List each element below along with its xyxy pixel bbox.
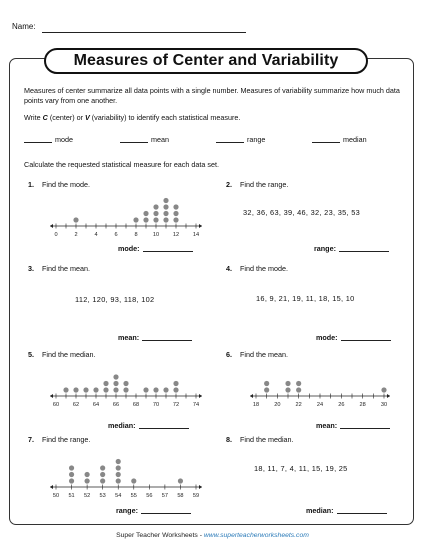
answer-7[interactable] [116,506,191,515]
problem-number: 7. [28,435,34,444]
tick-label: 54 [115,493,122,499]
line-plot-6 [250,360,395,406]
problem-prompt: Find the median. [240,435,294,444]
tick-label: 68 [132,402,140,408]
data-dot [264,381,269,386]
data-set: 16, 9, 21, 19, 11, 18, 15, 10 [256,294,355,303]
arrow-left-icon [250,394,253,398]
data-dot [69,472,74,477]
arrow-right-icon [199,224,202,228]
data-dot [85,478,90,483]
tick-label: 51 [68,493,75,499]
write-mid2: (variability) to identify each statistical measure. [89,113,241,122]
data-dot [113,381,118,386]
data-dot [143,387,148,392]
intro-paragraph: Measures of center summarize all data points with a single number. Measures of variability summarize how much data points vary from one another. [24,86,400,105]
tick-label: 2 [74,232,78,238]
write-instruction [24,113,240,122]
data-dot [153,387,158,392]
problem-prompt: Find the mode. [42,180,90,189]
data-dot [264,387,269,392]
tick-label: 24 [316,402,324,408]
answer-5[interactable] [108,421,189,430]
measure-blank-range[interactable] [216,135,265,144]
measure-blank-mode[interactable] [24,135,73,144]
answer-6[interactable] [316,421,390,430]
tick-label: 12 [172,232,180,238]
data-dot [173,217,178,222]
data-dot [163,211,168,216]
arrow-left-icon [50,224,53,228]
center-letter: C [42,113,48,122]
data-dot [153,211,158,216]
data-dot [153,204,158,209]
arrow-left-icon [50,485,53,489]
tick-label: 0 [54,232,58,238]
measure-label: mean [151,135,169,144]
tick-label: 14 [192,232,200,238]
tick-label: 53 [99,493,106,499]
data-dot [116,472,121,477]
tick-label: 74 [192,402,200,408]
data-dot [63,387,68,392]
answer-8[interactable] [306,506,387,515]
name-field-line[interactable] [42,32,246,33]
tick-label: 59 [192,493,200,499]
footer-url[interactable]: www.superteacherworksheets.com [203,532,309,539]
problem-prompt: Find the median. [42,350,96,359]
tick-label: 30 [380,402,388,408]
answer-label: mean: [118,333,140,342]
answer-1[interactable] [118,244,193,253]
data-dot [83,387,88,392]
problem-prompt: Find the range. [42,435,91,444]
problem-number: 1. [28,180,34,189]
data-dot [163,198,168,203]
tick-label: 57 [161,493,169,499]
data-dot [100,478,105,483]
calc-instruction: Calculate the requested statistical measure for each data set. [24,160,219,169]
data-dot [73,217,78,222]
tick-label: 62 [72,402,80,408]
data-dot [178,478,183,483]
data-dot [73,387,78,392]
line-plot-7 [50,447,210,497]
answer-label: range: [116,506,138,515]
measure-blank-mean[interactable] [120,135,169,144]
data-dot [163,204,168,209]
measure-blank-median[interactable] [312,135,367,144]
answer-label: mode: [316,333,338,342]
tick-label: 56 [146,493,153,499]
problem-prompt: Find the range. [240,180,289,189]
data-dot [113,374,118,379]
tick-label: 58 [177,493,184,499]
data-dot [143,211,148,216]
tick-label: 50 [52,493,60,499]
answer-label: median: [306,506,334,515]
write-pre: Write [24,113,43,122]
data-dot [381,387,386,392]
answer-3[interactable] [118,333,192,342]
data-dot [113,387,118,392]
data-set: 32, 36, 63, 39, 46, 32, 23, 35, 53 [243,208,361,217]
problem-prompt: Find the mean. [240,350,288,359]
data-dot [69,478,74,483]
tick-label: 72 [172,402,180,408]
data-dot [285,387,290,392]
tick-label: 70 [152,402,160,408]
footer-brand: Super Teacher Worksheets - [116,532,204,539]
data-dot [163,217,168,222]
data-dot [285,381,290,386]
problem-number: 4. [226,264,232,273]
data-dot [173,211,178,216]
problem-number: 5. [28,350,34,359]
footer [0,532,425,539]
problem-number: 8. [226,435,232,444]
data-dot [173,381,178,386]
arrow-right-icon [387,394,390,398]
tick-label: 28 [359,402,366,408]
data-dot [296,387,301,392]
measure-label: mode [55,135,73,144]
measure-label: median [343,135,367,144]
problem-number: 3. [28,264,34,273]
data-dot [116,478,121,483]
tick-label: 60 [52,402,60,408]
data-dot [100,465,105,470]
data-dot [116,459,121,464]
answer-label: mean: [316,421,338,430]
variability-letter: V [85,113,90,122]
answer-label: range: [314,244,336,253]
tick-label: 64 [92,402,100,408]
tick-label: 8 [134,232,138,238]
answer-2[interactable] [314,244,389,253]
tick-label: 18 [252,402,260,408]
answer-label: median: [108,421,136,430]
line-plot-1 [50,190,210,236]
tick-label: 20 [274,402,281,408]
data-dot [103,381,108,386]
tick-label: 26 [338,402,345,408]
problem-prompt: Find the mean. [42,264,90,273]
tick-label: 10 [152,232,160,238]
data-dot [93,387,98,392]
arrow-left-icon [50,394,53,398]
line-plot-5 [50,360,210,406]
data-dot [103,387,108,392]
data-set: 18, 11, 7, 4, 11, 15, 19, 25 [254,464,348,473]
tick-label: 6 [114,232,118,238]
data-dot [123,387,128,392]
data-dot [133,217,138,222]
tick-label: 55 [130,493,137,499]
problem-number: 2. [226,180,232,189]
tick-label: 52 [83,493,91,499]
arrow-right-icon [199,394,202,398]
data-dot [143,217,148,222]
data-dot [69,465,74,470]
problem-number: 6. [226,350,232,359]
data-dot [153,217,158,222]
data-dot [123,381,128,386]
data-dot [296,381,301,386]
arrow-right-icon [199,485,202,489]
worksheet-title: Measures of Center and Variability [44,48,368,74]
answer-label: mode: [118,244,140,253]
data-dot [173,387,178,392]
tick-label: 22 [295,402,302,408]
data-dot [116,465,121,470]
data-dot [131,478,136,483]
answer-4[interactable] [316,333,391,342]
name-label: Name: [12,22,36,31]
tick-label: 4 [94,232,98,238]
data-dot [173,204,178,209]
data-dot [85,472,90,477]
tick-label: 66 [112,402,120,408]
data-dot [163,387,168,392]
write-mid1: (center) or [47,113,85,122]
measure-label: range [247,135,266,144]
problem-prompt: Find the mode. [240,264,288,273]
data-set: 112, 120, 93, 118, 102 [75,295,155,304]
data-dot [100,472,105,477]
